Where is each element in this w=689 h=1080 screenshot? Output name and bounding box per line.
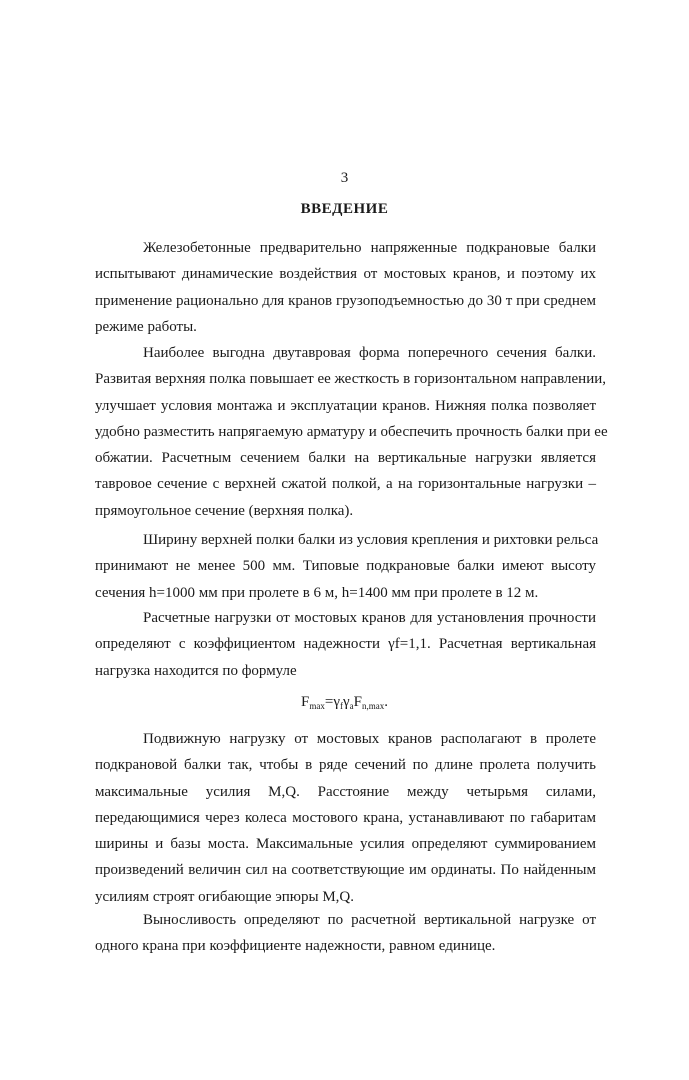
- text-line: произведений величин сил на соответствующие им ординаты. По найденным: [95, 862, 596, 879]
- text-line: усилиям строят огибающие эпюры М,Q.: [95, 888, 354, 905]
- text-line: Подвижную нагрузку от мостовых кранов располагают в пролете: [143, 731, 596, 747]
- text-line: ширины и базы моста. Максимальные усилия определяют суммированием: [95, 836, 596, 853]
- paragraph-1: [95, 235, 596, 340]
- text-line: принимают не менее 500 мм. Типовые подкрановые балки имеют высоту: [95, 558, 596, 575]
- text-line: испытывают динамические воздействия от мостовых кранов, и поэтому их: [95, 266, 596, 283]
- text-line: передающимися через колеса мостового крана, устанавливают по габаритам: [95, 809, 596, 826]
- text-line: Выносливость определяют по расчетной вертикальной нагрузке от: [143, 912, 596, 928]
- paragraph-3: [95, 527, 599, 606]
- text-line: обжатии. Расчетным сечением балки на вертикальные нагрузки является: [95, 450, 596, 467]
- paragraph-5: [95, 726, 596, 910]
- section-title: ВВЕДЕНИЕ: [300, 201, 389, 217]
- text-line: Наиболее выгодна двутавровая форма поперечного сечения балки.: [143, 345, 596, 361]
- text-line: режиме работы.: [95, 318, 197, 335]
- text-line: максимальные усилия М,Q. Расстояние между четырьмя силами,: [95, 783, 596, 800]
- text-line: сечения h=1000 мм при пролете в 6 м, h=1400 мм при пролете в 12 м.: [95, 584, 539, 601]
- paragraph-2: [95, 340, 608, 524]
- text-line: Ширину верхней полки балки из условия крепления и рихтовки рельса: [143, 532, 599, 548]
- page-number: 3: [340, 170, 349, 186]
- text-line: улучшает условия монтажа и эксплуатации кранов. Нижняя полка позволяет: [95, 397, 596, 414]
- load-formula: $F_{max}=\gamma_f\gamma_aF_{n,max}$.: [301, 694, 388, 711]
- text-line: одного крана при коэффициенте надежности, равном единице.: [95, 938, 496, 955]
- text-line: удобно разместить напрягаемую арматуру и обеспечить прочность балки при ее: [95, 423, 608, 440]
- text-line: Развитая верхняя полка повышает ее жесткость в горизонтальном направлении,: [95, 371, 607, 388]
- text-line: тавровое сечение с верхней сжатой полкой, а на горизонтальные нагрузки –: [95, 476, 596, 493]
- text-line: Железобетонные предварительно напряженные подкрановые балки: [143, 240, 596, 256]
- text-line: подкрановой балки так, чтобы в ряде сечений по длине пролета получить: [95, 757, 596, 774]
- text-line: прямоугольное сечение (верхняя полка).: [95, 502, 354, 519]
- text-line: нагрузка находится по формуле: [95, 662, 297, 679]
- paragraph-6: [95, 907, 596, 960]
- text-line: определяют с коэффициентом надежности γf=1,1. Расчетная вертикальная: [95, 636, 596, 653]
- paragraph-4: [95, 605, 596, 684]
- text-line: применение рационально для кранов грузоподъемностью до 30 т при среднем: [95, 292, 596, 309]
- text-line: Расчетные нагрузки от мостовых кранов для установления прочности: [143, 610, 596, 626]
